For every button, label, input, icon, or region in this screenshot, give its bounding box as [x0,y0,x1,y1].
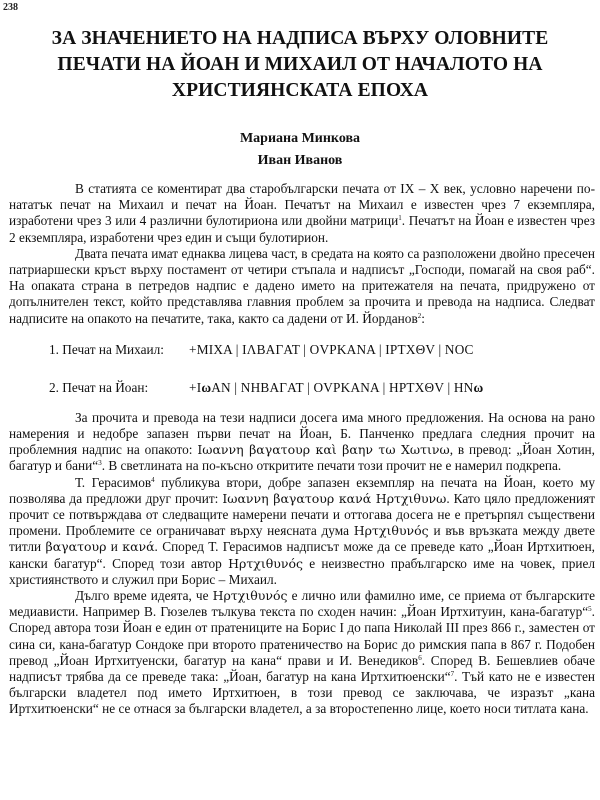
footnote-ref[interactable]: 6 [418,653,422,662]
author-name: Иван Иванов [257,153,343,168]
footnote-ref[interactable]: 3 [98,459,102,468]
paragraph-text: е неизвестно прабългарско име на човек, приел християнството и служил при Борис – Михаил. [9,555,595,587]
paragraph-text: Дълго време идеята, че [75,588,213,604]
title-line: ПЕЧАТИ НА ЙОАН И МИХАИЛ ОТ НАЧАЛОТО НА [57,54,543,75]
paragraph-text: За прочита и превода на тези надписи досега има много предложения. На основа на рано намерения и недобре запазен първи печат на Йоан, Б. Панченко предлага следния прочит на проблемния надпис на опакото: [9,409,595,458]
seal-inscriptions-list [9,342,595,396]
article-body [9,181,595,718]
paragraph-text: . Според Т. Герасимов надписът може да се преведе като „Йоан Иртхитюен, кански багатур“. Според този автор [9,539,596,571]
seal-item-ioan [9,380,595,396]
seal-item-michael [9,342,595,358]
omega-glyph: ω [473,379,484,395]
paragraph-text: : [421,310,425,326]
inscription-part: +I [189,379,202,395]
article-title [0,26,600,104]
paragraph-text: . Според В. Бешевлиев обаче надписът трябва да се преведе така: „Йоан, багатур на кана Иртхитюенски“ [9,652,595,685]
greek-text: Ιωαννη βαγατουρ καὶ βαην τω Χωτινω [197,442,450,458]
paragraph-text: и във връзката между двете титли [9,523,595,555]
seal-inscription [189,380,483,396]
seal-label: 2. Печат на Йоан: [49,379,149,395]
footnote-ref[interactable]: 4 [151,475,155,484]
paragraph-text: публикува втори, добре запазен екземпляр на печата на Йоан, което му позволява да предложи друг прочит: [9,474,595,506]
paragraph-text: . В светлината на по-късно откритите печати този прочит не е намерил подкрепа. [101,458,562,474]
paragraph-text: . Според автора този Йоан е един от пратениците на Борис I до папа Николай III през 866 г., заместен от сина си, кана-багатур Сондоке при второто пратеничество на Борис до римския папа в 867 г. Подобен превод „Йоан Иртхитуенски, багатур на кана“ прави и И. Венедиков [9,604,595,668]
paragraph-text: В статията се коментират два старобългарски печата от IX – X век, условно наречени по-нататък печат на Михаил и печат на Йоан. Печатът на Михаил е известен чрез 7 екземпляра, изработени чрез 3 или 4 различни булотириона или двойни матрици [9,181,595,229]
paragraph-text: . Като цяло предложеният прочит се потвърждава от следващите намерени печати и оттогава досега не е претърпял съществени промени. Проблемите се ограничават върху неясната дума [9,490,596,539]
paragraph-text: , в превод: „Йоан Хотин, багатур и бани“ [9,442,595,474]
paragraph-gerasimov [9,475,595,588]
paragraph-text: и [106,539,123,555]
paragraph-text: Т. Герасимов [75,474,152,490]
paragraph-text: е лично или фамилно име, се приема от българските медиависти. Например В. Гюзелев тълкува текста по сходен начин: „Йоан Иртхитуин, кана-багатур“ [9,588,596,620]
greek-text: Ηρτχιθυνός [212,588,288,604]
author-name: Мариана Минкова [239,131,361,146]
seal-label: 1. Печат на Михаил: [49,341,164,357]
greek-text: Ηρτχιθυνός [228,555,303,571]
omega-glyph: ω [201,379,212,395]
footnote-ref[interactable]: 2 [417,311,422,320]
authors [0,128,600,172]
paragraph-readings [9,410,595,475]
footnote-ref[interactable]: 1 [398,214,402,223]
greek-text: βαγατουρ [45,539,107,555]
page-number: 238 [3,2,18,13]
footnote-ref[interactable]: 7 [450,670,455,679]
paragraph-intro [9,181,595,246]
paragraph-medievalists [9,588,595,718]
seal-inscription: +MIXA | IΛBAΓAT | OVPKANA | IPTXΘV | NOC [189,341,474,357]
paragraph-text: Двата печата имат еднаква лицева част, в средата на която са разположени двойно пресечен патриаршески кръст върху постамент от четири стъпала и надписът „Господи, помагай на своя раб“. На опаката страна в петредов надпис е дадено името на притежателя на печата, придружено от допълнителен текст, който представлява главния проблем за прочита и превода на надписа. Следват надписите на опакото на печатите, така, както са дадени от И. Йорданов [9,245,595,326]
greek-text: Ιωαννη βαγατουρ κανά Ηρτχιθυνω [222,490,447,506]
greek-text: κανά [122,539,155,555]
greek-text: Ηρτχιθυνός [353,523,429,539]
inscription-part: AN | NHBAΓAT | OVPKANA | HPTXΘV | HN [211,379,474,395]
title-line: ЗА ЗНАЧЕНИЕТО НА НАДПИСА ВЪРХУ ОЛОВНИТЕ [51,28,549,49]
paragraph-seals-description [9,246,595,327]
paragraph-text: . Тъй като не е известен български владетел под името Иртхитюен, в този превод се заключава, че изразът „кана Иртхитюенски“ не се отнася за български владетел, а за второстепенно лице, което носи титлата кана. [9,669,595,717]
title-line: ХРИСТИЯНСКАТА ЕПОХА [171,80,429,101]
paragraph-text: . Печатът на Йоан е известен чрез 2 екземпляра, изработени чрез един и същи булотирион. [9,213,596,245]
footnote-ref[interactable]: 5 [588,605,592,614]
